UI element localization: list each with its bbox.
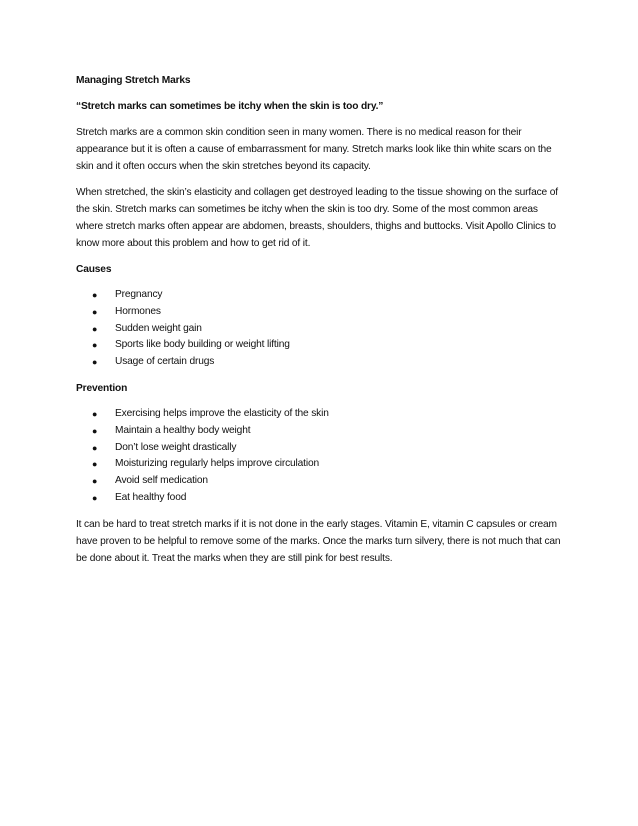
bullet-icon: ●: [92, 323, 98, 334]
prevention-heading: Prevention: [76, 382, 128, 394]
prevention-list: [76, 406, 566, 507]
list-item: ● Maintain a healthy body weight: [76, 423, 566, 440]
causes-list: [76, 287, 566, 371]
document-title: Managing Stretch Marks: [76, 75, 191, 86]
bullet-icon: ●: [92, 492, 98, 503]
list-item: ● Sudden weight gain: [76, 321, 566, 338]
bullet-icon: ●: [92, 306, 98, 317]
bullet-icon: ●: [92, 425, 98, 436]
list-item: ● Eat healthy food: [76, 490, 566, 507]
list-item: ● Hormones: [76, 304, 566, 321]
list-item: ● Avoid self medication: [76, 473, 566, 490]
document-subtitle: “Stretch marks can sometimes be itchy when the skin is too dry.”: [76, 101, 384, 112]
list-item: ● Don’t lose weight drastically: [76, 440, 566, 457]
bullet-icon: ●: [92, 357, 98, 368]
bullet-icon: ●: [92, 459, 98, 470]
document-page: [76, 72, 566, 576]
list-item: ● Exercising helps improve the elasticity of the skin: [76, 406, 566, 423]
causes-heading: Causes: [76, 264, 112, 275]
paragraph-intro: Stretch marks are a common skin condition seen in many women. There is no medical reason for their appearance but it is often a cause of embarrassment for many. Stretch marks look like thin white scars on the skin and it often occurs when the skin stretches beyond its capacity.: [76, 127, 552, 172]
list-item: ● Sports like body building or weight lifting: [76, 337, 566, 354]
bullet-icon: ●: [92, 442, 98, 453]
bullet-icon: ●: [92, 340, 98, 351]
paragraph-details: When stretched, the skin’s elasticity and collagen get destroyed leading to the tissue showing on the surface of the skin. Stretch marks can sometimes be itchy when the skin is too dry. Some of the most common areas where stretch marks often appear are abdomen, breasts, shoulders, thighs and buttocks. Visit Apollo Clinics to know more about this problem and how to get rid of it.: [76, 187, 558, 249]
bullet-icon: ●: [92, 408, 98, 419]
list-item: ● Moisturizing regularly helps improve circulation: [76, 456, 566, 473]
list-item: ● Pregnancy: [76, 287, 566, 304]
list-item: ● Usage of certain drugs: [76, 354, 566, 371]
bullet-icon: ●: [92, 476, 98, 487]
paragraph-closing: It can be hard to treat stretch marks if it is not done in the early stages. Vitamin E, vitamin C capsules or cream have proven to be helpful to remove some of the marks. Once the marks turn silvery, there is not much that can be done about it. Treat the marks when they are still pink for best results.: [76, 518, 561, 564]
bullet-icon: ●: [92, 290, 98, 300]
